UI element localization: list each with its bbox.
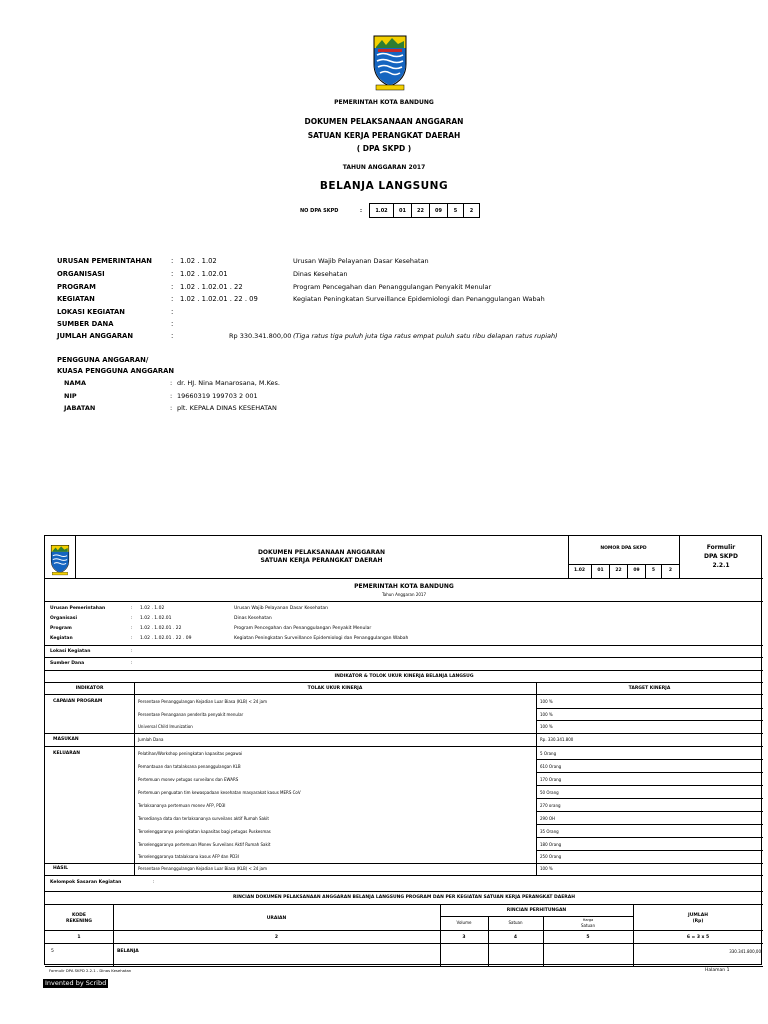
form-info-code: 1.02 . 1.02.01 . 22 . 09 [140,636,192,641]
budget-total-label: JUMLAH ANGGARAN [57,332,134,340]
form-info-desc: Program Pencegahan dan Penanggulangan Penyakit Menular [234,626,372,631]
formulir-label: Formulir [706,544,736,551]
dpa-code-box: 22 [610,564,628,578]
row-jumlah: 330.341.800,00 [729,949,761,954]
col-number: 6 = 3 x 5 [686,935,710,940]
form-fiscal-year: Tahun Anggaran 2017 [382,592,426,597]
cover-title-line-2: SATUAN KERJA PERANGKAT DAERAH [307,131,461,140]
tolok-ukur-text: Terlaksananya pertemuan monev AFP, PD3I [138,803,226,808]
th-harga-line-2: Satuan [580,923,596,928]
masukan-label: MASUKAN [53,737,79,742]
cover-budget-type: BELANJA LANGSUNG [319,180,449,192]
dpa-code-box: 2 [668,568,673,573]
indicator-section-title: INDIKATOR & TOLOK UKUR KINERJA BELANJA LANGSUG [334,674,474,679]
col-header-tolok-ukur: TOLAK UKUR KINERJA [307,686,363,691]
target-value: 170 Orang [540,777,562,782]
target-value: 610 Orang [540,764,562,769]
official-colon: : [170,379,173,387]
form-info-label: Kegiatan [50,636,73,641]
formulir-number: 2.2.1 [712,562,730,569]
info-colon: : [171,308,174,316]
cover-fiscal-year: TAHUN ANGGARAN 2017 [342,164,426,171]
th-rincian-perhitungan: RINCIAN PERHITUNGAN [506,908,567,913]
th-satuan: Satuan [508,920,523,925]
form-info-colon: : [131,616,133,621]
target-value: 180 Orang [540,842,562,847]
th-uraian: URAIAN [266,916,287,921]
tolok-ukur-text: Jumlah Dana [138,737,164,742]
tolok-ukur-text: Universal Child Imunization [138,724,193,729]
official-colon: : [170,392,173,400]
dpa-code-box: 22 [411,204,429,217]
info-label: KEGIATAN [57,295,95,303]
formulir-type: DPA SKPD [704,553,738,560]
tolok-ukur-text: Pertemuan penguatan tim kewaspadaan kesehatan masyarakat kasus MERS CoV [138,790,301,795]
tolok-ukur-text: Terselenggaranya peningkatan kapasitas bagi petugas Puskesmas [138,829,271,834]
cover-title-line-3: ( DPA SKPD ) [356,144,412,153]
tolok-ukur-text: Persentase Penanganan penderita penyakit menular [138,712,244,717]
form-info-desc: Dinas Kesehatan [234,616,272,621]
form-info-desc: Urusan Wajib Pelayanan Dasar Kesehatan [234,606,328,611]
official-label: NAMA [64,379,86,387]
th-jumlah-line-2: (Rp) [692,919,704,924]
tolok-ukur-text: Tersedianya data dan terlaksananya surveilans aktif Rumah Sakit [138,816,269,821]
cover-dpa-label: NO DPA SKPD [300,208,339,214]
target-value: 100 % [540,724,553,729]
target-value: 250 Orang [540,854,562,859]
official-name: dr. HJ. Nina Manarosana, M.Kes. [177,379,280,387]
info-colon: : [171,320,174,328]
col-header-indikator: INDIKATOR [75,686,104,691]
th-harga-line-1: Harga [582,918,594,922]
location-colon: : [131,649,133,654]
page-footer-right: Halaman 1 [705,968,730,973]
form-info-label: Program [50,626,72,631]
info-label: SUMBER DANA [57,320,114,328]
hasil-label: HASIL [53,866,69,871]
col-number: 4 [513,935,518,940]
target-value: 290 OH [540,816,556,821]
keluaran-label: KELUARAN [53,751,80,756]
dpa-code-box: 2 [463,204,479,217]
th-kode-line-2: REKENING [65,919,92,924]
row-uraian: BELANJA [117,949,139,954]
budget-detail-title: RINCIAN DOKUMEN PELAKSANAAN ANGGARAN BELANJA LANGSUNG PROGRAM DAN PER KEGIATAN SATUAN KERJA PERANGKAT DAERAH [232,895,576,900]
info-code: 1.02 . 1.02.01 . 22 [180,283,243,291]
capaian-program-label: CAPAIAN PROGRAM [53,699,103,704]
form-info-code: 1.02 . 1.02 [140,606,165,611]
budget-user-heading-1: PENGGUNA ANGGARAN/ [57,356,149,364]
tolok-ukur-text: Terselenggaranya pertemuan Monev Surveilans Aktif Rumah Sakit [138,842,271,847]
target-value: 50 Orang [540,790,559,795]
location-label: Lokasi Kegiatan [50,649,91,654]
dpa-code-box: 5 [447,204,463,217]
budget-total-value: Rp 330.341.800,00 [229,332,292,340]
cover-dpa-number-boxes [369,203,480,218]
col-number: 3 [462,935,466,940]
official-colon: : [170,404,173,412]
official-position: plt. KEPALA DINAS KESEHATAN [177,404,277,412]
form-government-name: PEMERINTAH KOTA BANDUNG [354,583,454,590]
tolok-ukur-text: Persentase Penanggulangan Kejadian Luar Biasa (KLB) < 24 jam [138,866,268,871]
tolok-ukur-text: Terselenggaranya tatalaksana kasus AFP dan PD3I [138,854,239,859]
dpa-code-box: 09 [628,564,646,578]
th-volume: Volume [456,920,472,925]
form-info-colon: : [131,636,133,641]
form-title-line-1: DOKUMEN PELAKSANAAN ANGGARAN [257,549,386,556]
form-info-label: Urusan Pemerintahan [50,606,106,611]
th-kode-line-1: KODE [72,913,86,918]
official-nip: 19660319 199703 2 001 [177,392,258,400]
form-dpa-number-boxes [568,564,679,578]
tolok-ukur-text: Persentase Penanggulangan Kejadian Luar Biasa (KLB) < 24 jam [138,699,268,704]
dpa-code-box: 1.02 [568,564,592,578]
budget-user-heading-2: KUASA PENGGUNA ANGGARAN [57,367,175,375]
form-dpa-number-label: NOMOR DPA SKPD [600,546,647,551]
col-header-target: TARGET KINERJA [628,686,671,691]
form-title-line-2: SATUAN KERJA PERANGKAT DAERAH [260,557,383,564]
form-logo [49,541,71,577]
info-desc: Program Pencegahan dan Penanggulangan Penyakit Menular [293,283,492,291]
form-info-desc: Kegiatan Peningkatan Surveillance Epidemiologi dan Penanggulangan Wabah [234,636,409,641]
info-colon: : [171,270,174,278]
info-code: 1.02 . 1.02.01 [180,270,228,278]
info-label: PROGRAM [57,283,96,291]
target-value: 35 Orang [540,829,559,834]
info-label: URUSAN PEMERINTAHAN [57,257,152,265]
scribd-watermark[interactable]: Invented by Scribd [45,979,107,987]
info-label: ORGANISASI [57,270,105,278]
page-footer-left: Formulir DPA SKPD 2.2.1 - Dinas Kesehatan [49,968,132,973]
form-info-colon: : [131,606,133,611]
dpa-form-page [44,535,762,965]
target-value: Rp. 330.341.800 [540,737,574,742]
bandung-coat-of-arms-logo [370,30,410,92]
form-info-label: Organisasi [50,616,77,621]
target-value: 270 orang [540,803,561,808]
col-number: 5 [586,935,590,940]
tolok-ukur-text: Pertemuan monev petugas surveilans dan EWARS [138,777,239,782]
target-value: 100 % [540,699,553,704]
info-colon: : [171,283,174,291]
info-colon: : [171,257,174,265]
info-code: 1.02 . 1.02.01 . 22 . 09 [180,295,258,303]
row-kode-rekening: 5 [51,949,54,954]
th-jumlah-line-1: JUMLAH [688,913,708,918]
target-value: 100 % [540,866,553,871]
tolok-ukur-text: Pemantauan dan tatalaksana penanggulangan KLB [138,764,241,769]
dpa-code-box: 09 [429,204,447,217]
official-label: JABATAN [64,404,96,412]
target-group-colon: : [153,880,155,885]
form-info-colon: : [131,626,133,631]
fund-source-label: Sumber Dana [50,661,85,666]
info-label: LOKASI KEGIATAN [57,308,125,316]
dpa-code-box: 01 [592,564,610,578]
fund-source-colon: : [131,661,133,666]
info-desc: Kegiatan Peningkatan Surveillance Epidemiologi dan Penanggulangan Wabah [293,295,545,303]
target-value: 100 % [540,712,553,717]
info-colon: : [171,295,174,303]
info-desc: Urusan Wajib Pelayanan Dasar Kesehatan [293,257,429,265]
dpa-code-box: 5 [646,564,662,578]
cover-title-line-1: DOKUMEN PELAKSANAAN ANGGARAN [304,117,464,126]
tolok-ukur-text: Pelatihan/Workshop peningkatan kapasitas pegawai [138,751,243,756]
info-desc: Dinas Kesehatan [293,270,348,278]
dpa-code-box: 01 [393,204,411,217]
target-value: 5 Orang [540,751,557,756]
budget-total-words: (Tiga ratus tiga puluh juta tiga ratus empat puluh satu ribu delapan ratus rupiah) [293,332,558,340]
official-label: NIP [64,392,77,400]
col-number: 2 [274,935,279,940]
target-group-label: Kelompok Sasaran Kegiatan [50,880,122,885]
col-number: 1 [77,935,81,940]
form-info-code: 1.02 . 1.02.01 . 22 [140,626,182,631]
cover-dpa-colon: : [360,208,362,214]
budget-total-colon: : [171,332,174,340]
dpa-code-box: 1.02 [375,207,388,214]
form-info-code: 1.02 . 1.02.01 [140,616,172,621]
cover-government-name: PEMERINTAH KOTA BANDUNG [334,99,434,106]
info-code: 1.02 . 1.02 [180,257,217,265]
